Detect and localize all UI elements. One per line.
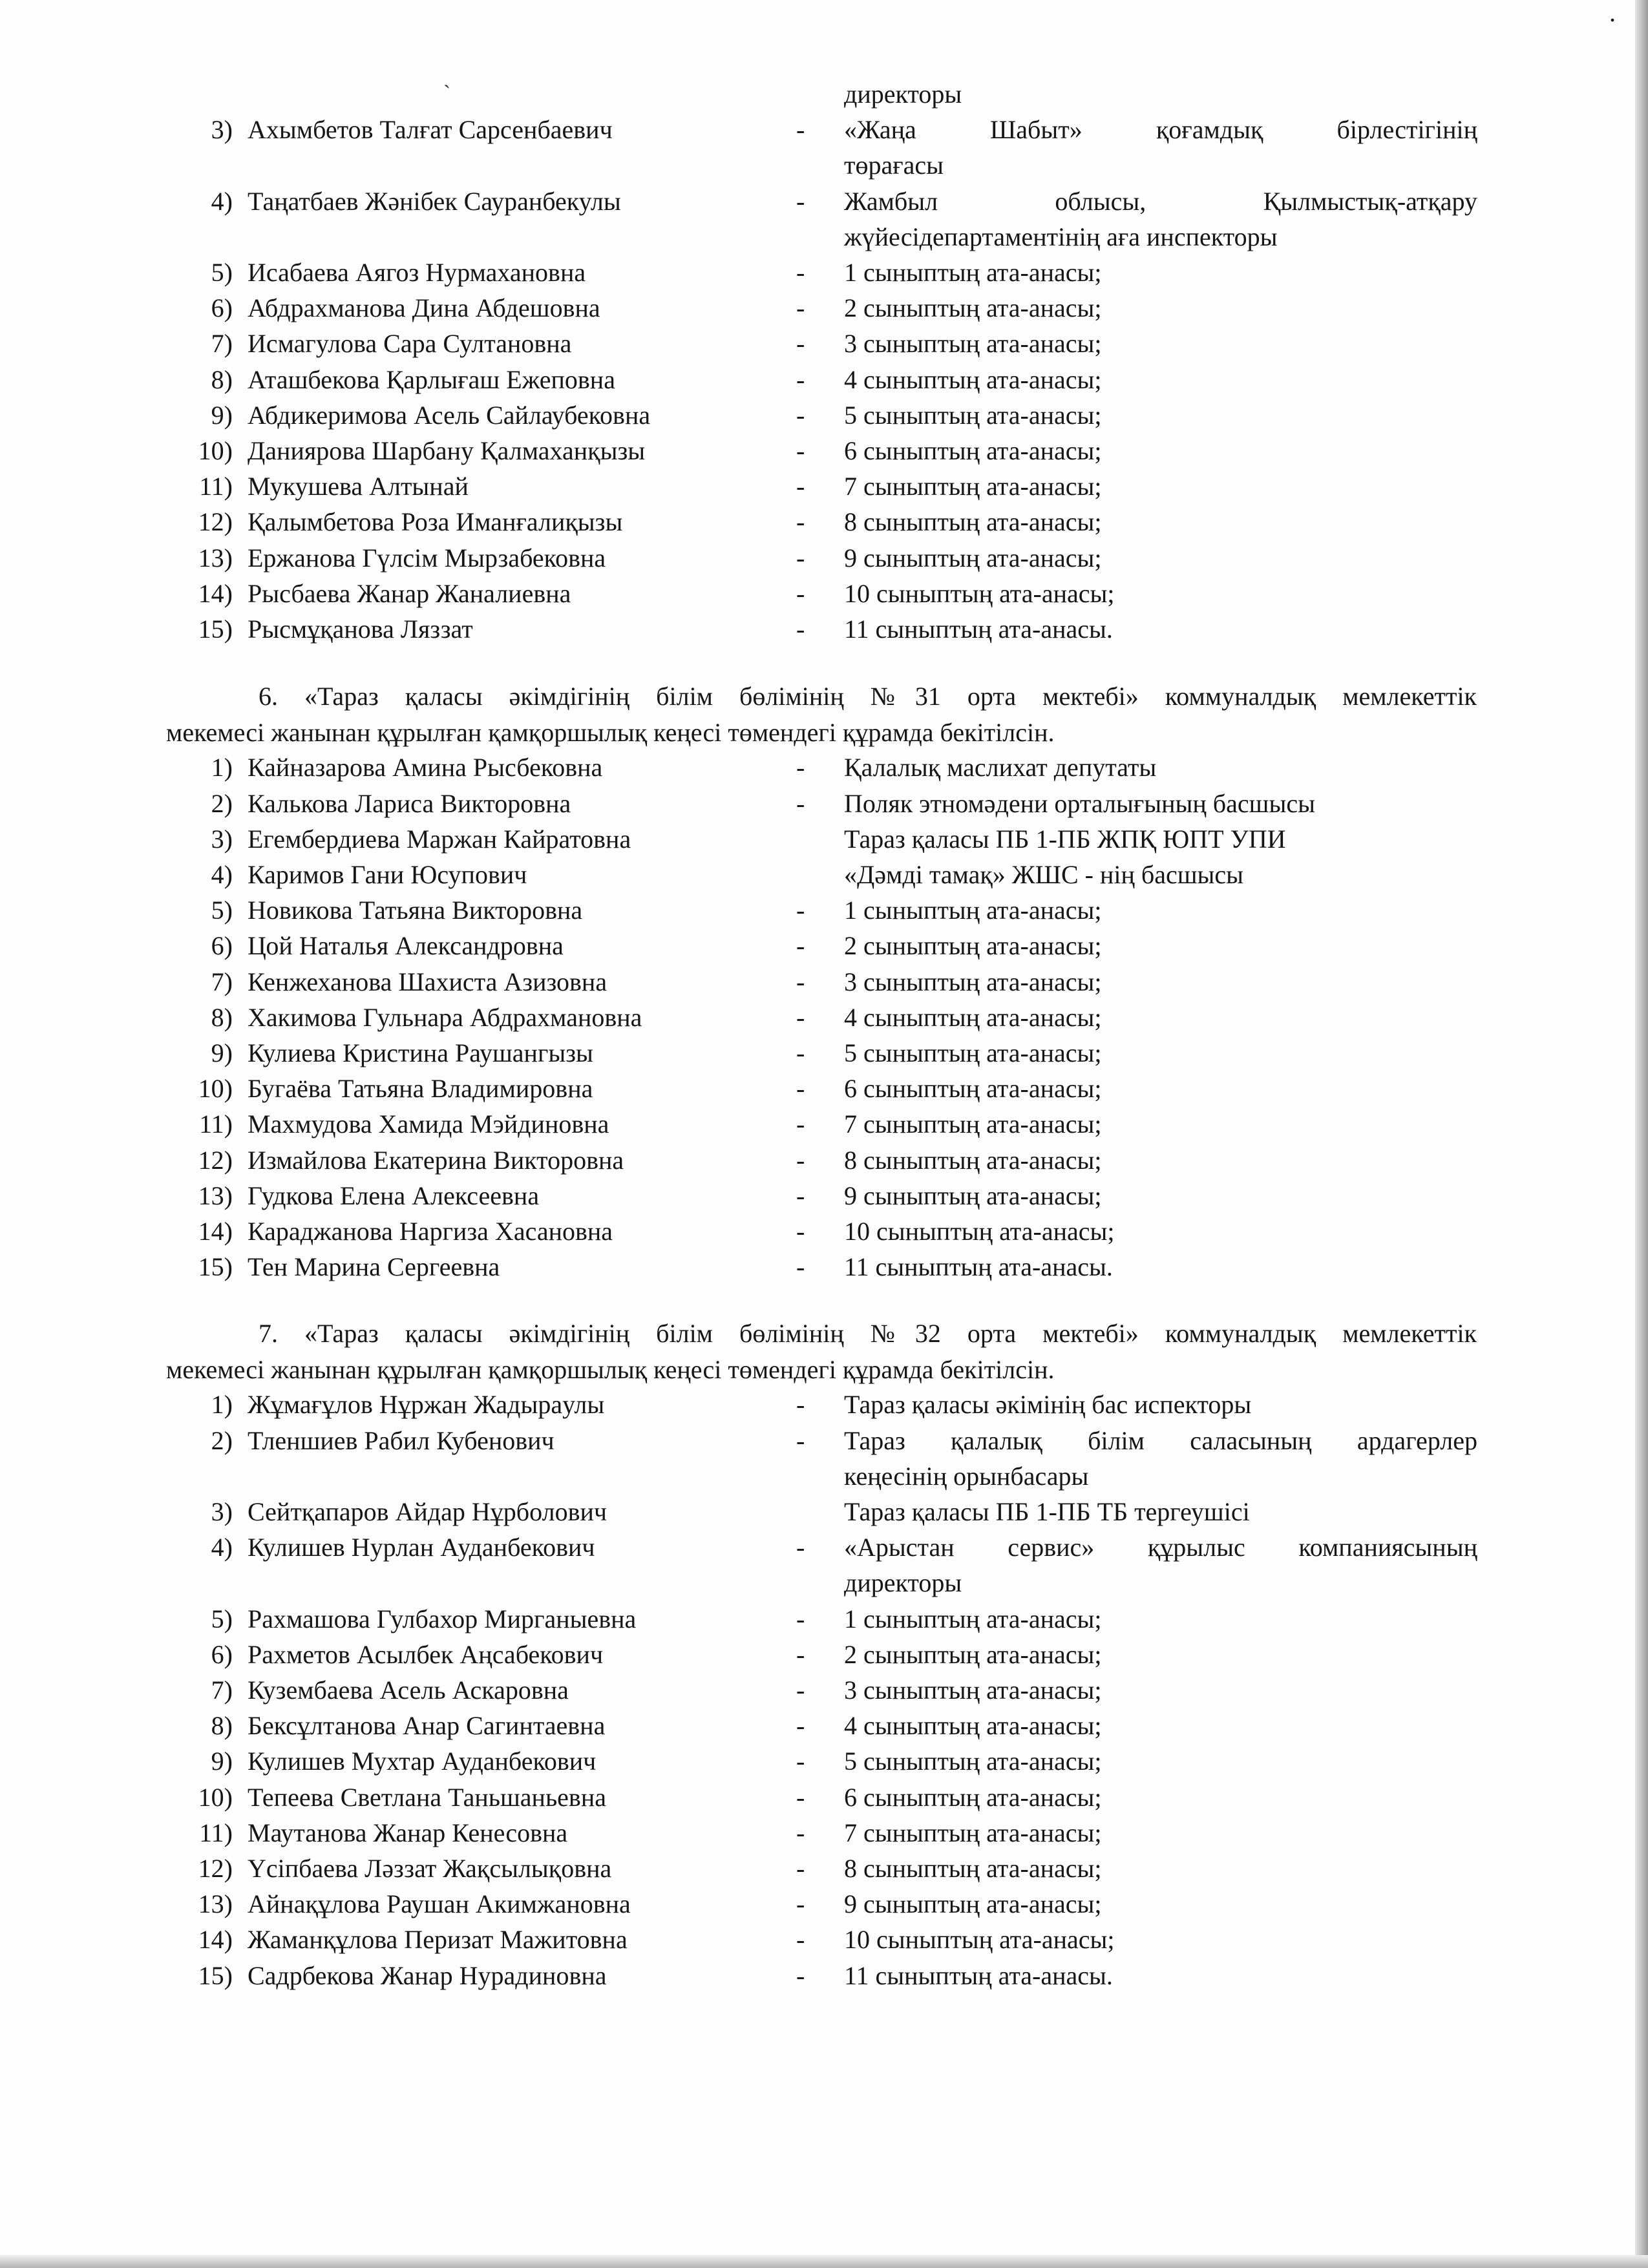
member-row <box>0 1851 1648 1887</box>
row-number: 3) <box>211 824 233 854</box>
row-dash: - <box>796 1639 805 1669</box>
member-role: 5 сыныптың ата-анасы; <box>844 400 1102 430</box>
row-number: 4) <box>211 1533 233 1562</box>
member-name: Кенжеханова Шахиста Азизовна <box>248 967 607 996</box>
member-name: Маутанова Жанар Кенесовна <box>248 1818 568 1847</box>
member-role: 8 сыныптың ата-анасы; <box>844 1145 1102 1175</box>
member-role: 8 сыныптың ата-анасы; <box>844 507 1102 537</box>
member-name: Ержанова Гүлсім Мырзабековна <box>248 543 606 572</box>
section-heading-line-2: мекемесі жанынан құрылған қамқоршылық кеңесі төмендегі құрамда бекітілсін. <box>166 718 1055 747</box>
member-role: 11 сыныптың ата-анасы. <box>844 1960 1113 1990</box>
member-row <box>0 468 1648 505</box>
member-row <box>0 1213 1648 1250</box>
member-name: Тепеева Светлана Таньшаньевна <box>248 1782 606 1812</box>
row-number: 5) <box>211 258 233 287</box>
member-row <box>0 821 1648 857</box>
member-row <box>0 1071 1648 1107</box>
member-row <box>0 1035 1648 1071</box>
member-role: 7 сыныптың ата-анасы; <box>844 1818 1102 1847</box>
member-role: 7 сыныптың ата-анасы; <box>844 1109 1102 1139</box>
row-dash: - <box>796 788 805 818</box>
row-dash: - <box>796 364 805 394</box>
member-role: 11 сыныптың ата-анасы. <box>844 1252 1113 1282</box>
scan-bottom-shadow <box>0 2255 1648 2268</box>
row-dash: - <box>796 1217 805 1246</box>
row-dash: - <box>796 1675 805 1705</box>
member-row <box>0 1780 1648 1816</box>
member-role: 2 сыныптың ата-анасы; <box>844 931 1102 961</box>
member-name: Айнақұлова Раушан Акимжановна <box>248 1889 631 1919</box>
member-row <box>0 1815 1648 1851</box>
corner-mark: . <box>1609 0 1616 27</box>
row-number: 7) <box>211 967 233 996</box>
member-row <box>0 1142 1648 1179</box>
row-dash: - <box>796 1038 805 1067</box>
member-role: 10 сыныптың ата-анасы; <box>844 1217 1115 1246</box>
row-number: 8) <box>211 1711 233 1741</box>
member-row <box>0 1601 1648 1637</box>
member-name: Новикова Татьяна Викторовна <box>248 896 583 925</box>
member-name: Жұмағұлов Нұржан Жадырaулы <box>248 1390 605 1420</box>
member-role: Тараз қаласы әкімінің бас испекторы <box>844 1390 1252 1420</box>
member-row <box>0 433 1648 469</box>
member-role: 3 сыныптың ата-анасы; <box>844 329 1102 359</box>
member-role: 1 сыныптың ата-анасы; <box>844 1604 1102 1633</box>
member-role: 4 сыныптың ата-анасы; <box>844 1711 1102 1741</box>
section-heading-line-1: 7. «Тараз қаласы әкімдігінің білім бөлімінің №32 орта мектебі» коммуналдық мемлекеттік <box>259 1319 1477 1348</box>
row-number: 13) <box>198 1889 233 1919</box>
row-number: 9) <box>211 1038 233 1067</box>
row-dash: - <box>796 1390 805 1420</box>
member-name: Исмагулова Сара Султановна <box>248 329 572 359</box>
member-name: Кайназарова Амина Рысбековна <box>248 753 603 782</box>
member-name: Кулишев Нурлан Ауданбекович <box>248 1533 595 1562</box>
member-row <box>0 1922 1648 1958</box>
row-number: 10) <box>198 1074 233 1104</box>
row-number: 7) <box>211 329 233 359</box>
member-name: Гудкова Елена Алексеевна <box>248 1181 540 1210</box>
member-role-continuation: кеңесінің орынбасары <box>844 1461 1089 1491</box>
member-role: 7 сыныптың ата-анасы; <box>844 472 1102 501</box>
member-row <box>0 1958 1648 1994</box>
member-row <box>0 112 1648 148</box>
row-dash: - <box>796 1252 805 1282</box>
member-role: 10 сыныптың ата-анасы; <box>844 1925 1115 1955</box>
row-number: 1) <box>211 753 233 782</box>
member-row <box>0 1000 1648 1036</box>
row-dash: - <box>796 1425 805 1455</box>
member-name: Бексұлтанова Анар Сагинтаевна <box>248 1711 606 1741</box>
member-row <box>0 1423 1648 1459</box>
row-dash: - <box>796 753 805 782</box>
member-name: Жаманқұлова Перизат Мажитовна <box>248 1925 628 1955</box>
member-role: «Жаңа Шабыт» қоғамдық бірлестігінің <box>844 115 1477 145</box>
row-number: 13) <box>198 1181 233 1210</box>
member-row <box>0 786 1648 822</box>
section-heading-line-2: мекемесі жанынан құрылған қамқоршылық кеңесі төмендегі құрамда бекітілсін. <box>166 1355 1055 1384</box>
row-number: 5) <box>211 1604 233 1633</box>
member-name: Мукушева Алтынай <box>248 472 469 501</box>
member-role: 5 сыныптың ата-анасы; <box>844 1747 1102 1776</box>
row-number: 13) <box>198 543 233 572</box>
row-dash: - <box>796 1960 805 1990</box>
row-number: 11) <box>199 1818 233 1847</box>
row-number: 2) <box>211 788 233 818</box>
row-dash: - <box>796 578 805 608</box>
row-dash: - <box>796 507 805 537</box>
row-number: 3) <box>211 115 233 145</box>
row-number: 9) <box>211 1747 233 1776</box>
row-dash: - <box>796 329 805 359</box>
member-row <box>0 964 1648 1000</box>
row-number: 9) <box>211 400 233 430</box>
member-row <box>0 892 1648 929</box>
row-number: 12) <box>198 1854 233 1883</box>
member-name: Кузембаева Асель Аскаровна <box>248 1675 569 1705</box>
member-role: 1 сыныптың ата-анасы; <box>844 258 1102 287</box>
row-number: 14) <box>198 1217 233 1246</box>
row-number: 4) <box>211 186 233 216</box>
member-role: 5 сыныптың ата-анасы; <box>844 1038 1102 1067</box>
member-name: Ахымбетов Талғат Сарсенбаевич <box>248 115 613 145</box>
member-name: Кулишев Мухтар Ауданбекович <box>248 1747 597 1776</box>
member-role-continuation: директоры <box>844 1568 962 1598</box>
member-role: 11 сыныптың ата-анасы. <box>844 614 1113 644</box>
row-dash: - <box>796 1711 805 1741</box>
row-number: 1) <box>211 1390 233 1420</box>
member-row <box>0 1672 1648 1708</box>
row-dash: - <box>796 472 805 501</box>
member-role: «Арыстан сервис» құрылыс компаниясының <box>844 1533 1477 1562</box>
member-row <box>0 184 1648 220</box>
member-name: Цой Наталья Александровна <box>248 931 564 961</box>
stray-mark: ˋ <box>443 81 451 105</box>
row-dash: - <box>796 436 805 465</box>
member-name: Тен Марина Сергеевна <box>248 1252 500 1282</box>
member-row <box>0 326 1648 362</box>
member-name: Үсіпбаева Ләззат Жақсылықовна <box>248 1854 612 1883</box>
row-number: 6) <box>211 1639 233 1669</box>
member-name: Абдикеримова Асель Сайлаубековна <box>248 400 651 430</box>
row-dash: - <box>796 1889 805 1919</box>
row-number: 15) <box>198 614 233 644</box>
section-heading-line-1: 6. «Тараз қаласы әкімдігінің білім бөлімінің №31 орта мектебі» коммуналдық мемлекеттік <box>259 682 1477 711</box>
member-role: Тараз қалалық білім саласының ардагерлер <box>844 1425 1477 1455</box>
member-name: Аташбекова Қарлығаш Ежеповна <box>248 364 615 394</box>
member-name: Егембердиева Маржан Кайратовна <box>248 824 631 854</box>
member-name: Садрбекова Жанар Нурадиновна <box>248 1960 607 1990</box>
row-dash: - <box>796 1747 805 1776</box>
member-row <box>0 290 1648 326</box>
member-name: Даниярова Шарбану Қалмаханқызы <box>248 436 646 465</box>
member-role: 6 сыныптың ата-анасы; <box>844 436 1102 465</box>
row-dash: - <box>796 1074 805 1104</box>
member-name: Тленшиев Рабил Кубенович <box>248 1425 555 1455</box>
member-name: Рысмұқанова Ляззат <box>248 614 473 644</box>
member-row <box>0 540 1648 576</box>
row-number: 5) <box>211 896 233 925</box>
member-name: Караджанова Наргиза Хасановна <box>248 1217 613 1246</box>
member-role-continuation: жүйесідепартаментінің аға инспекторы <box>844 222 1278 251</box>
row-number: 6) <box>211 931 233 961</box>
member-name: Таңатбаев Жәнібек Сауранбекулы <box>248 186 621 216</box>
member-row <box>0 255 1648 291</box>
member-row <box>0 750 1648 786</box>
row-number: 12) <box>198 1145 233 1175</box>
member-role: 1 сыныптың ата-анасы; <box>844 896 1102 925</box>
row-dash: - <box>796 1818 805 1847</box>
row-number: 10) <box>198 1782 233 1812</box>
member-row <box>0 928 1648 964</box>
member-row <box>0 76 1648 112</box>
row-dash: - <box>796 931 805 961</box>
row-dash: - <box>796 1181 805 1210</box>
row-dash: - <box>796 1604 805 1633</box>
row-dash: - <box>796 1925 805 1955</box>
member-role: Поляк этномәдени орталығының басшысы <box>844 788 1315 818</box>
member-role: 4 сыныптың ата-анасы; <box>844 1002 1102 1032</box>
member-name: Хакимова Гульнара Абдрахмановна <box>248 1002 642 1032</box>
row-number: 8) <box>211 1002 233 1032</box>
row-dash: - <box>796 1002 805 1032</box>
member-role: Қалалық маслихат депутаты <box>844 753 1157 782</box>
member-name: Сейтқапаров Айдар Нұрболович <box>248 1497 607 1526</box>
section-heading <box>166 1316 1477 1388</box>
member-role: 6 сыныптың ата-анасы; <box>844 1074 1102 1104</box>
member-role: 6 сыныптың ата-анасы; <box>844 1782 1102 1812</box>
row-number: 10) <box>198 436 233 465</box>
member-role: Жамбыл облысы, Қылмыстық-атқару <box>844 186 1477 216</box>
member-row <box>0 1106 1648 1142</box>
member-row <box>0 1708 1648 1744</box>
member-role: директоры <box>844 79 962 109</box>
member-role: «Дәмді тамақ» ЖШС - нің басшысы <box>844 860 1244 889</box>
member-name: Рысбаева Жанар Жаналиевна <box>248 578 571 608</box>
row-dash: - <box>796 258 805 287</box>
member-row <box>0 1743 1648 1780</box>
member-row <box>0 1494 1648 1530</box>
member-role: Тараз қаласы ПБ 1-ПБ ТБ тергеушісі <box>844 1497 1250 1526</box>
row-dash: - <box>796 400 805 430</box>
row-dash: - <box>796 543 805 572</box>
member-role: 2 сыныптың ата-анасы; <box>844 293 1102 323</box>
member-row <box>0 1249 1648 1285</box>
member-name: Рахметов Асылбек Аңсабекович <box>248 1639 604 1669</box>
row-dash: - <box>796 293 805 323</box>
row-number: 14) <box>198 1925 233 1955</box>
member-name: Кулиева Кристина Раушангызы <box>248 1038 593 1067</box>
member-row <box>0 857 1648 893</box>
row-number: 12) <box>198 507 233 537</box>
member-row <box>0 1529 1648 1566</box>
member-name: Бугаёва Татьяна Владимировна <box>248 1074 593 1104</box>
row-number: 3) <box>211 1497 233 1526</box>
member-name: Рахмашова Гулбахор Мирганыевна <box>248 1604 637 1633</box>
row-dash: - <box>796 967 805 996</box>
member-name: Калькова Лариса Викторовна <box>248 788 571 818</box>
section-heading <box>166 678 1477 751</box>
member-row <box>0 397 1648 434</box>
member-row <box>0 611 1648 647</box>
member-role: 2 сыныптың ата-анасы; <box>844 1639 1102 1669</box>
row-dash: - <box>796 1533 805 1562</box>
row-number: 7) <box>211 1675 233 1705</box>
row-dash: - <box>796 896 805 925</box>
row-dash: - <box>796 1109 805 1139</box>
member-role: 4 сыныптың ата-анасы; <box>844 364 1102 394</box>
row-number: 2) <box>211 1425 233 1455</box>
member-role: 9 сыныптың ата-анасы; <box>844 1889 1102 1919</box>
row-dash: - <box>796 614 805 644</box>
member-row <box>0 576 1648 612</box>
member-row <box>0 362 1648 398</box>
row-dash: - <box>796 1145 805 1175</box>
member-name: Измайлова Екатерина Викторовна <box>248 1145 624 1175</box>
member-row <box>0 1637 1648 1673</box>
row-number: 11) <box>199 472 233 501</box>
row-dash: - <box>796 1854 805 1883</box>
member-row <box>0 1178 1648 1214</box>
member-row <box>0 1387 1648 1423</box>
member-name: Каримов Гани Юсупович <box>248 860 527 889</box>
member-name: Исабаева Аягоз Нурмахановна <box>248 258 586 287</box>
row-number: 4) <box>211 860 233 889</box>
member-role: 9 сыныптың ата-анасы; <box>844 1181 1102 1210</box>
row-number: 15) <box>198 1960 233 1990</box>
row-number: 8) <box>211 364 233 394</box>
row-dash: - <box>796 186 805 216</box>
member-name: Қалымбетова Роза Иманғалиқызы <box>248 507 623 537</box>
row-number: 14) <box>198 578 233 608</box>
row-number: 11) <box>199 1109 233 1139</box>
member-role: 3 сыныптың ата-анасы; <box>844 1675 1102 1705</box>
row-dash: - <box>796 115 805 145</box>
member-name: Махмудова Хамида Мэйдиновна <box>248 1109 609 1139</box>
member-role: 10 сыныптың ата-анасы; <box>844 578 1115 608</box>
member-role-continuation: төрағасы <box>844 151 944 180</box>
member-name: Абдрахманова Дина Абдешовна <box>248 293 600 323</box>
row-number: 6) <box>211 293 233 323</box>
row-number: 15) <box>198 1252 233 1282</box>
member-role: Тараз қаласы ПБ 1-ПБ ЖПҚ ЮПТ УПИ <box>844 824 1286 854</box>
member-role: 3 сыныптың ата-анасы; <box>844 967 1102 996</box>
member-row <box>0 504 1648 540</box>
member-role: 9 сыныптың ата-анасы; <box>844 543 1102 572</box>
row-dash: - <box>796 1782 805 1812</box>
member-row <box>0 1886 1648 1922</box>
member-role: 8 сыныптың ата-анасы; <box>844 1854 1102 1883</box>
